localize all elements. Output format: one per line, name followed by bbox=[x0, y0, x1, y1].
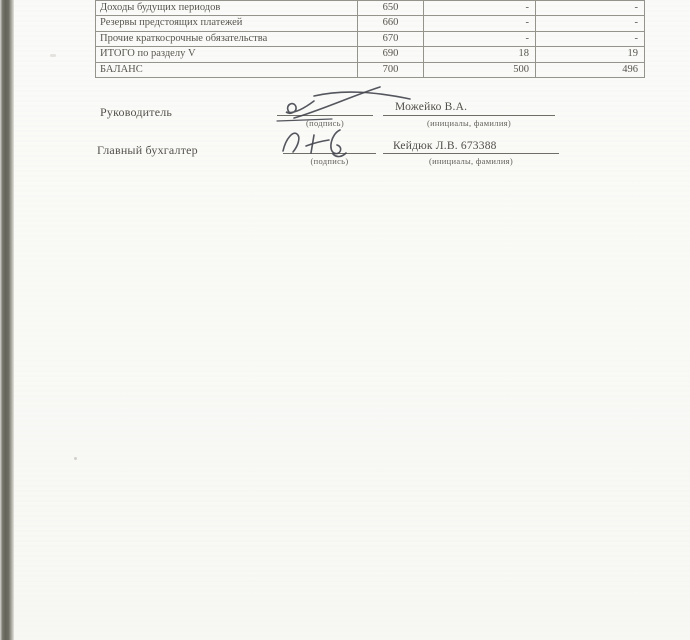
scanner-edge-shadow bbox=[0, 0, 14, 640]
accountant-role-label: Главный бухгалтер bbox=[97, 143, 198, 157]
table-row-value-start: - bbox=[424, 1, 536, 16]
scan-speck bbox=[74, 457, 77, 460]
table-row-value-end: - bbox=[536, 32, 645, 47]
table-row-code: 660 bbox=[358, 16, 424, 31]
scan-smudge bbox=[50, 54, 56, 57]
director-role-label: Руководитель bbox=[100, 105, 173, 119]
director-signature-caption: (подпись) bbox=[306, 118, 344, 128]
accountant-name-caption: (инициалы, фамилия) bbox=[428, 156, 514, 166]
table-row-value-end: - bbox=[536, 16, 645, 31]
table-row-code: 670 bbox=[358, 32, 424, 47]
table-row-value-start: - bbox=[424, 32, 536, 47]
table-row-label: Резервы предстоящих платежей bbox=[96, 16, 358, 31]
table-row-value-end: 496 bbox=[536, 63, 645, 78]
table-row-value-start: 500 bbox=[424, 63, 536, 78]
table-row-label: БАЛАНС bbox=[96, 63, 358, 78]
table-row-label: Доходы будущих периодов bbox=[96, 1, 358, 16]
accountant-name: Кейдюк Л.В. 673388 bbox=[393, 140, 497, 152]
accountant-handwritten-signature bbox=[276, 127, 391, 161]
table-row-code: 690 bbox=[358, 47, 424, 62]
table-row-value-end: 19 bbox=[536, 47, 645, 62]
table-row-code: 700 bbox=[358, 63, 424, 78]
table-row-label: Прочие краткосрочные обязательства bbox=[96, 32, 358, 47]
table-row-code: 650 bbox=[358, 1, 424, 16]
table-row-label: ИТОГО по разделу V bbox=[96, 47, 358, 62]
director-name: Можейко В.А. bbox=[395, 101, 468, 113]
accountant-name-line bbox=[383, 153, 559, 154]
table-row-value-start: - bbox=[424, 16, 536, 31]
table-row-value-start: 18 bbox=[424, 47, 536, 62]
director-name-caption: (инициалы, фамилия) bbox=[426, 118, 512, 128]
table-row-value-end: - bbox=[536, 1, 645, 16]
accountant-signature-caption: (подпись) bbox=[310, 156, 349, 166]
balance-table bbox=[95, 0, 645, 78]
director-handwritten-signature bbox=[274, 83, 416, 125]
